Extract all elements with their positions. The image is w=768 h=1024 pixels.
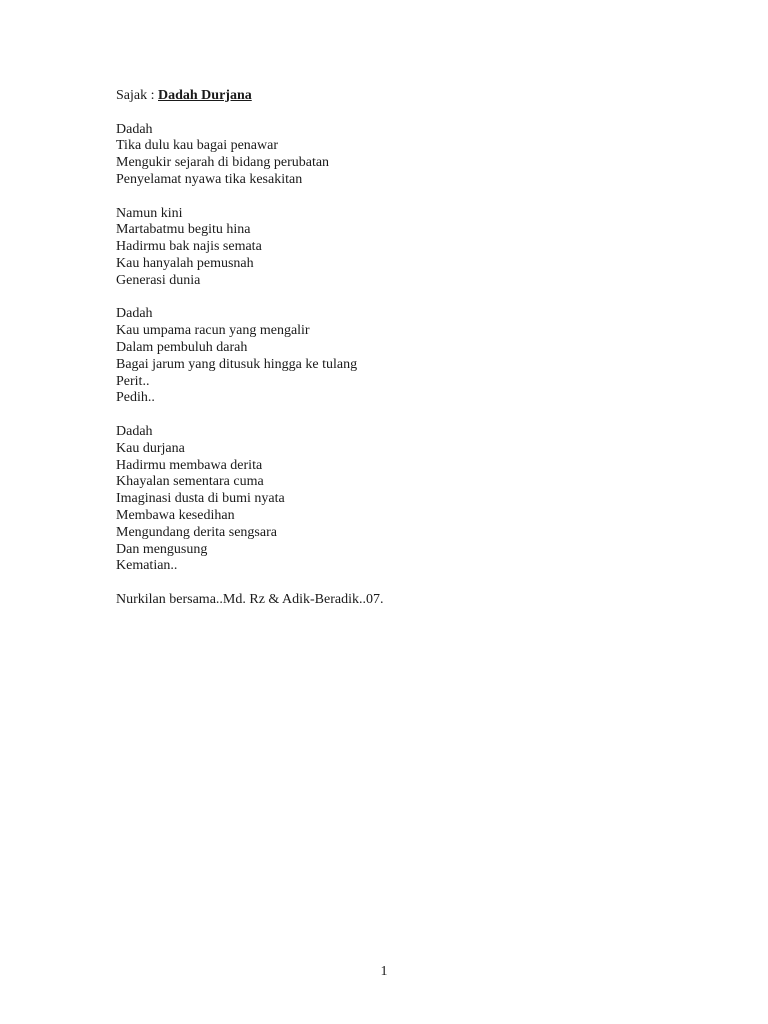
stanza-1 [116, 122, 676, 189]
stanza-gap [116, 105, 676, 122]
poem-line: Dadah [116, 423, 153, 439]
stanza-gap [116, 407, 676, 424]
poem-title-line [116, 88, 676, 105]
poem-line: Pedih.. [116, 390, 155, 406]
poem-line: Dadah [116, 306, 153, 322]
stanza-3 [116, 306, 676, 407]
poem-line: Mengundang derita sengsara [116, 524, 277, 540]
poem-line: Hadirmu membawa derita [116, 457, 263, 473]
poem-line: Dan mengusung [116, 541, 208, 557]
poem-line: Penyelamat nyawa tika kesakitan [116, 171, 303, 187]
poem-line: Mengukir sejarah di bidang perubatan [116, 155, 330, 171]
poem-line: Kau hanyalah pemusnah [116, 255, 254, 271]
poem-credit: Nurkilan bersama..Md. Rz & Adik-Beradik..07. [116, 591, 384, 607]
poem-line: Bagai jarum yang ditusuk hingga ke tulang [116, 356, 358, 372]
stanza-2 [116, 206, 676, 290]
title-prefix: Sajak : [116, 88, 158, 103]
poem-line: Dadah [116, 121, 153, 137]
poem-line: Imaginasi dusta di bumi nyata [116, 491, 285, 507]
stanza-gap [116, 290, 676, 307]
stanza-gap [116, 575, 676, 592]
poem-line: Namun kini [116, 205, 183, 221]
page-number: 1 [380, 964, 388, 979]
poem-title: Dadah Durjana [158, 88, 252, 103]
poem-line: Kau umpama racun yang mengalir [116, 323, 310, 339]
poem-line: Kematian.. [116, 558, 178, 574]
poem-line: Martabatmu begitu hina [116, 222, 251, 238]
stanza-4 [116, 424, 676, 575]
poem-line: Kau durjana [116, 440, 185, 456]
stanza-gap [116, 189, 676, 206]
poem-line: Hadirmu bak najis semata [116, 239, 262, 255]
poem-line: Dalam pembuluh darah [116, 339, 248, 355]
poem-line: Khayalan sementara cuma [116, 474, 264, 490]
poem-line: Perit.. [116, 373, 150, 389]
poem-body [116, 88, 676, 609]
poem-line: Tika dulu kau bagai penawar [116, 138, 278, 154]
poem-line: Generasi dunia [116, 272, 201, 288]
poem-line: Membawa kesedihan [116, 507, 235, 523]
